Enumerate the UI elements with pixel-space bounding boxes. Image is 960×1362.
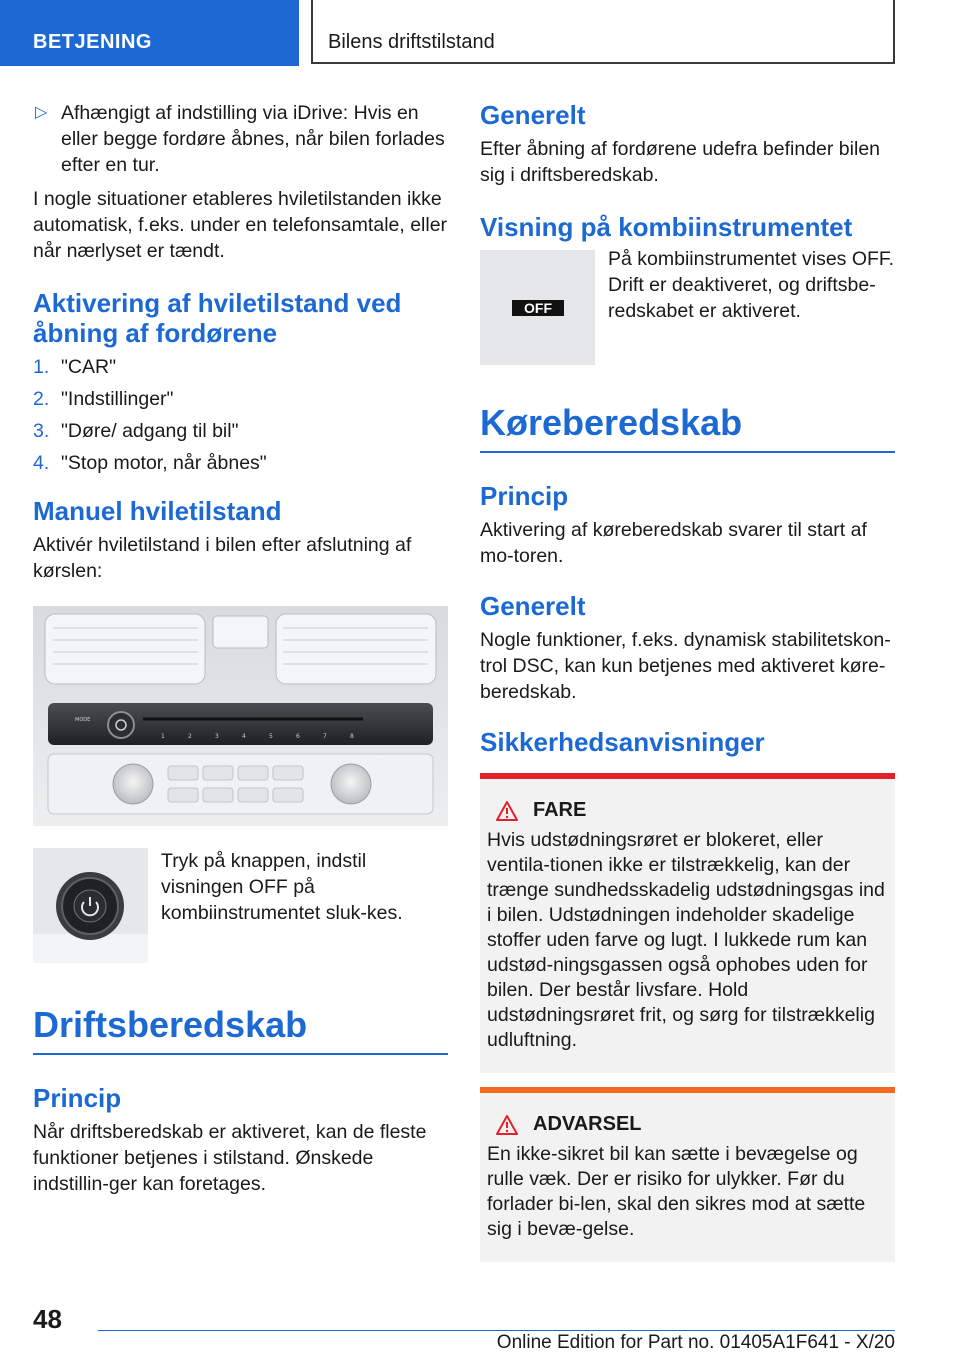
preset-number: 1: [161, 733, 165, 740]
warning-triangle-icon: [495, 800, 519, 822]
center-console-illustration: [33, 606, 448, 826]
heading-sikkerhed: Sikkerhedsanvisninger: [480, 727, 765, 757]
visning-paragraph: På kombiinstrumentet vises OFF. Drift er deaktiveret, og driftsbe-redskabet er aktiveret.: [608, 248, 895, 322]
mode-label: MODE: [75, 717, 91, 723]
bullet-item: [33, 100, 448, 178]
power-button-illustration: [33, 848, 148, 963]
preset-number: 5: [269, 733, 273, 740]
warning-triangle-icon: [495, 1114, 519, 1136]
right-column: [480, 100, 895, 1262]
heading-activation: Aktivering af hviletilstand ved åbning af fordørene: [33, 288, 402, 348]
left-column: [33, 100, 448, 1205]
advarsel-text: En ikke-sikret bil kan sætte i bevægelse og rulle væk. Der er risiko for ulykker. Før du forlader bi-len, skal den sikres mod at sætte sig i bevæ-gelse.: [487, 1143, 866, 1240]
intro-paragraph: I nogle situationer etableres hviletilstanden ikke automatisk, f.eks. under en telefonsamtale, eller når nærlyset er tændt.: [33, 188, 448, 262]
preset-number: 4: [242, 733, 246, 740]
heading-generelt: Generelt: [480, 100, 586, 130]
button-figure-row: [33, 848, 448, 963]
fare-text: Hvis udstødningsrøret er blokeret, eller ventila-tionen ikke er tilstrækkelig, kan der trænge sundhedsskadelig udstødningsgas ind i bilen. Udstødningen indeholder skadelige stoffer uden farve og lugt. I lukkede rum kan udstød-ningsgassen også ophobes uden for bilen. Der består livsfare. Hold udstødningsrøret frit, og sørg for tilstrækkelig udluftning.: [487, 829, 885, 1051]
preset-number: 7: [323, 733, 327, 740]
generelt2-paragraph: Nogle funktioner, f.eks. dynamisk stabilitetskon-trol DSC, kan kun betjenes med aktiveret køre-beredskab.: [480, 629, 891, 703]
advarsel-box: [480, 1087, 895, 1262]
section-tab: BETJENING: [0, 0, 299, 66]
step-item: 2. "Indstillinger": [33, 388, 174, 410]
heading-princip: Princip: [33, 1083, 122, 1113]
advarsel-header: [487, 1113, 887, 1136]
heading-driftsberedskab: Driftsberedskab: [33, 1003, 448, 1055]
heading-koreberedskab: Køreberedskab: [480, 401, 895, 453]
triangle-bullet-icon: ▷: [35, 104, 48, 121]
heading-manual: Manuel hviletilstand: [33, 496, 282, 526]
steps-list: [33, 354, 448, 476]
center-console-image: [33, 606, 448, 826]
fare-header: [487, 799, 887, 822]
step-item: 1. "CAR": [33, 356, 117, 378]
button-caption: Tryk på knappen, indstil visningen OFF på kombiinstrumentet sluk-kes.: [161, 850, 403, 924]
princip-paragraph: Når driftsberedskab er aktiveret, kan de fleste funktioner betjenes i stilstand. Ønskede indstillin-ger kan foretages.: [33, 1121, 427, 1195]
preset-number: 2: [188, 733, 192, 740]
page-header: [0, 0, 960, 66]
generelt-paragraph: Efter åbning af fordørene udefra befinder bilen sig i driftsberedskab.: [480, 138, 881, 186]
manual-paragraph: Aktivér hviletilstand i bilen efter afslutning af kørslen:: [33, 534, 412, 582]
preset-number: 6: [296, 733, 300, 740]
chapter-title: Bilens driftstilstand: [311, 0, 895, 64]
preset-number: 8: [350, 733, 354, 740]
advarsel-title: ADVARSEL: [533, 1113, 642, 1135]
visning-figure-row: [480, 250, 895, 365]
footer-divider: [98, 1330, 895, 1331]
fare-box: [480, 773, 895, 1073]
princip2-paragraph: Aktivering af køreberedskab svarer til start af mo-toren.: [480, 519, 867, 567]
step-item: 4. "Stop motor, når åbnes": [33, 452, 267, 474]
preset-number: 3: [215, 733, 219, 740]
off-indicator: OFF: [512, 300, 564, 316]
fare-title: FARE: [533, 799, 587, 821]
kombiinstrument-image: [480, 250, 595, 365]
bullet-text: Afhængigt af indstilling via iDrive: Hvis en eller begge fordøre åbnes, når bilen forlades efter en tur.: [61, 102, 445, 176]
heading-generelt-2: Generelt: [480, 591, 586, 621]
page-number: 48: [33, 1304, 62, 1334]
heading-princip-2: Princip: [480, 481, 569, 511]
footer-edition: Online Edition for Part no. 01405A1F641 - X/20: [496, 1332, 895, 1353]
heading-visning: Visning på kombiinstrumentet: [480, 212, 853, 242]
step-item: 3. "Døre/ adgang til bil": [33, 420, 239, 442]
